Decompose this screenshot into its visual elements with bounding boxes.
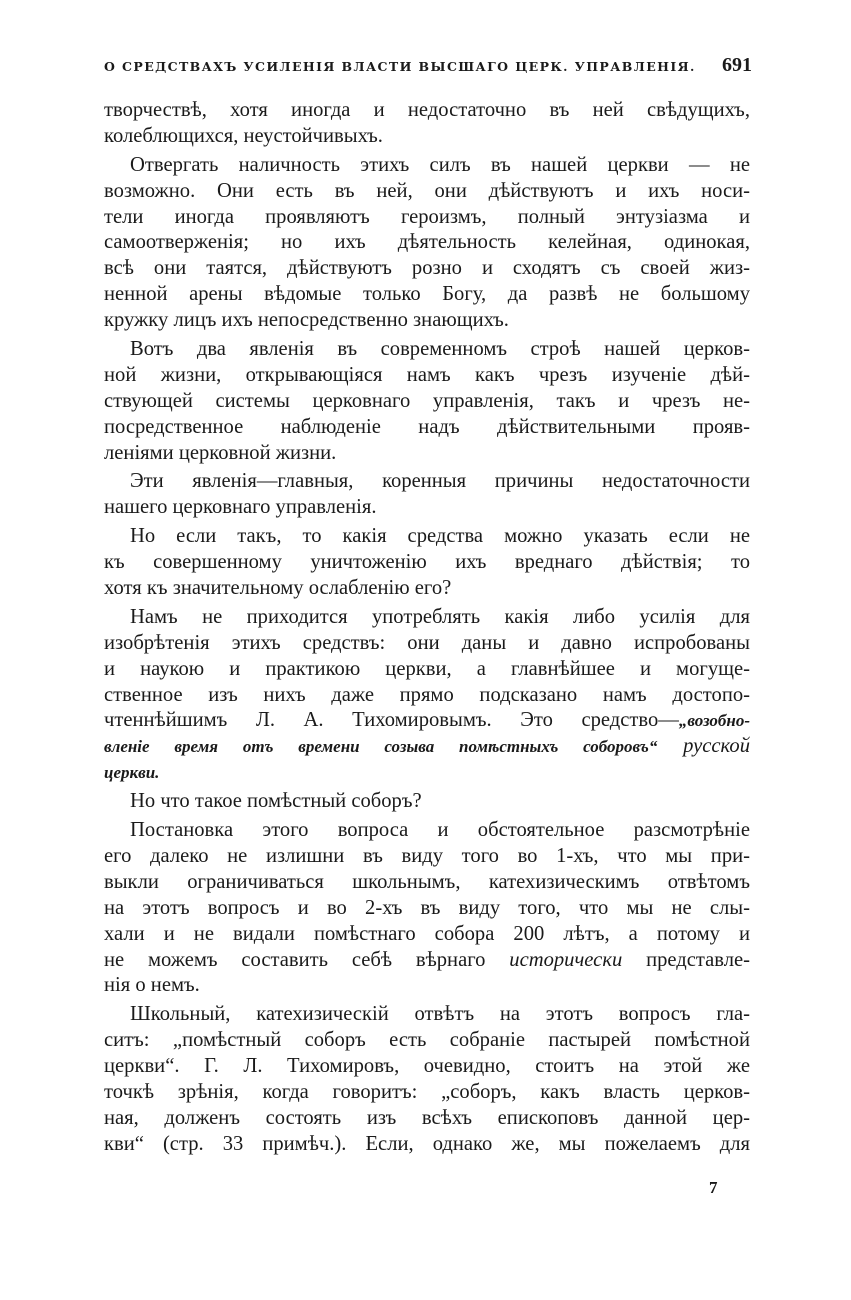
text-line: точкѣ зрѣнія, когда говоритъ: „соборъ, какъ власть церков- — [104, 1080, 750, 1103]
italic-word: исторически — [509, 948, 623, 971]
text-line: нашего церковнаго управленія. — [104, 496, 377, 519]
text-line: творчествѣ, хотя иногда и недостаточно въ ней свѣдущихъ, — [104, 99, 750, 121]
text-line: самоотверженія; но ихъ дѣятельность келейная, одинокая, — [104, 231, 750, 254]
text-line — [104, 708, 750, 734]
signature-mark: 7 — [709, 1178, 718, 1197]
italic-quote: вленіе время отъ времени созыва помѣстныхъ соборовъ“ — [104, 737, 658, 757]
text-line: Вотъ два явленія въ современномъ строѣ нашей церков- — [130, 338, 750, 361]
text-line: хали и не видали помѣстнаго собора 200 лѣтъ, а потому и — [104, 922, 750, 945]
text-line: хотя къ значительному ослабленію его? — [104, 577, 452, 600]
text-line — [104, 734, 750, 760]
text-line: ненной арены вѣдомые только Богу, да развѣ не большому — [104, 283, 750, 306]
text-line: ситъ: „помѣстный соборъ есть собраніе пастырей помѣстной — [104, 1029, 750, 1052]
text-fragment: чтеннѣйшимъ Л. А. Тихомировымъ. Это средство— — [104, 709, 679, 732]
text-line: Отвергать наличность этихъ силъ въ нашей церкви — не — [130, 153, 750, 176]
text-line: Постановка этого вопроса и обстоятельное разсмотрѣніе — [130, 819, 750, 842]
text-line: выкли ограничиваться школьнымъ, катехизическимъ отвѣтомъ — [104, 870, 750, 893]
text-line: леніями церковной жизни. — [104, 441, 337, 464]
text-line: ствующей системы церковнаго управленія, такъ и чрезъ не- — [104, 389, 750, 412]
text-line: всѣ они таятся, дѣйствуютъ розно и сходятъ съ своей жиз- — [104, 257, 750, 280]
text-fragment: представле- — [622, 948, 750, 971]
text-line — [104, 948, 750, 974]
text-line: Намъ не приходится употреблять какія либо усилія для — [130, 605, 750, 628]
text-line: къ совершенному уничтоженію ихъ вреднаго дѣйствія; то — [104, 551, 750, 574]
italic-quote: церкви. — [104, 763, 160, 783]
italic-quote: „возобно- — [678, 711, 750, 731]
text-line: на этотъ вопросъ и во 2-хъ въ виду того, что мы не слы- — [104, 896, 750, 919]
text-line: Но что такое помѣстный соборъ? — [130, 790, 422, 813]
text-line: его далеко не излишни въ виду того во 1-хъ, что мы при- — [104, 844, 750, 867]
text-line: изобрѣтенія этихъ средствъ: они даны и давно испробованы — [104, 631, 750, 654]
text-line: колеблющихся, неустойчивыхъ. — [104, 124, 383, 147]
page-number: 691 — [722, 54, 752, 76]
text-fragment: не можемъ составить себѣ вѣрнаго — [104, 948, 510, 971]
text-line: тели иногда проявляютъ героизмъ, полный энтузіазма и — [104, 205, 750, 228]
italic-word: русской — [683, 735, 750, 758]
text-line: церкви“. Г. Л. Тихомировъ, очевидно, стоитъ на этой же — [104, 1055, 750, 1078]
text-line: нія о немъ. — [104, 974, 200, 997]
text-line: кви“ (стр. 33 примѣч.). Если, однако же, мы пожелаемъ для — [104, 1132, 750, 1155]
text-line: Школьный, катехизическій отвѣтъ на этотъ вопросъ гла- — [130, 1003, 750, 1026]
running-head — [104, 54, 752, 77]
text-line: посредственное наблюденіе надъ дѣйствительными прояв- — [104, 415, 750, 438]
text-line — [104, 760, 750, 786]
text-line: Но если такъ, то какія средства можно указать если не — [130, 525, 750, 548]
text-line: ственное изъ нихъ даже прямо подсказано намъ достопо- — [104, 683, 750, 706]
text-line: кружку лицъ ихъ непосредственно знающихъ. — [104, 309, 509, 332]
text-line: ная, долженъ состоять изъ всѣхъ епископовъ данной цер- — [104, 1106, 750, 1129]
text-line: ной жизни, открывающіяся намъ какъ чрезъ изученіе дѣй- — [104, 363, 750, 386]
body-text — [104, 98, 750, 1158]
text-line: и наукою и практикою церкви, а главнѣйшее и могуще- — [104, 657, 750, 680]
text-line: Эти явленія—главныя, коренныя причины недостаточности — [130, 470, 750, 493]
running-title: О СРЕДСТВАХЪ УСИЛЕНІЯ ВЛАСТИ ВЫСШАГО ЦЕРК. УПРАВЛЕНІЯ. — [104, 59, 696, 74]
text-line: возможно. Они есть въ ней, они дѣйствуютъ и ихъ носи- — [104, 179, 750, 202]
